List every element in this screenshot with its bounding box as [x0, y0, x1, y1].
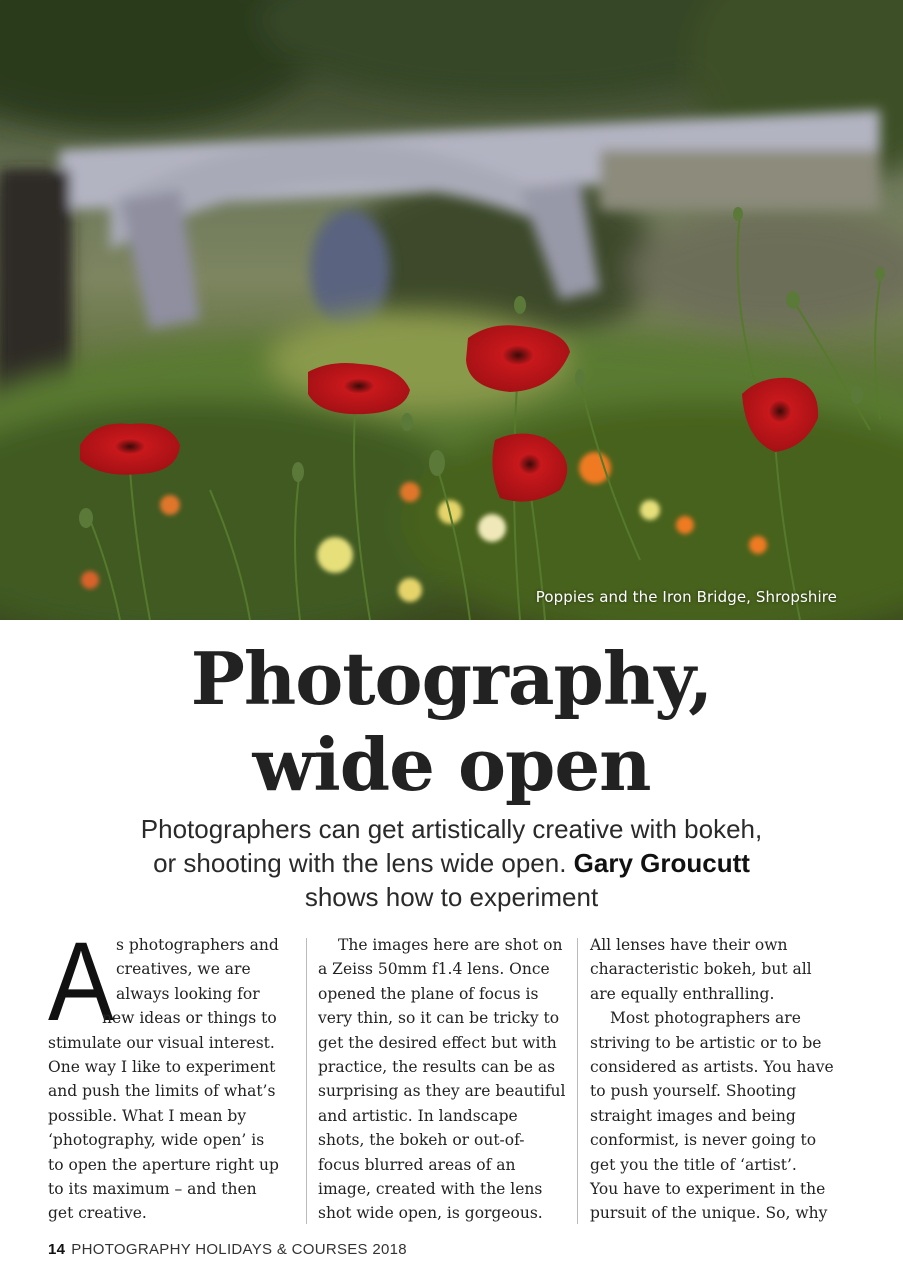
body-line: All lenses have their own	[590, 936, 788, 954]
standfirst-line-2-text: or shooting with the lens wide open.	[153, 848, 567, 878]
body-line: image, created with the lens	[318, 1180, 543, 1199]
body-line: to open the aperture right up	[48, 1155, 279, 1174]
body-line: to push yourself. Shooting	[590, 1082, 797, 1101]
body-line: and artistic. In landscape	[318, 1106, 518, 1125]
body-line: shot wide open, is gorgeous.	[318, 1204, 543, 1223]
hero-photo	[0, 0, 903, 620]
body-line: creatives, we are	[116, 960, 251, 979]
body-line: a Zeiss 50mm f1.4 lens. Once	[318, 960, 550, 979]
title-line-1: Photography,	[190, 636, 713, 721]
body-line: You have to experiment in the	[590, 1180, 826, 1199]
body-line: considered as artists. You have	[590, 1058, 834, 1077]
body-line: new ideas or things to	[102, 1009, 277, 1028]
body-line: to its maximum – and then	[48, 1180, 257, 1199]
body-line: characteristic bokeh, but all	[590, 960, 812, 979]
body-line: possible. What I mean by	[48, 1106, 247, 1125]
body-line: opened the plane of focus is	[318, 984, 539, 1003]
body-line: stimulate our visual interest.	[48, 1033, 275, 1052]
poppies-bridge-image	[0, 0, 903, 620]
photo-caption: Poppies and the Iron Bridge, Shropshire	[535, 588, 837, 606]
body-line: get you the title of ‘artist’.	[590, 1155, 797, 1174]
standfirst-line-2	[80, 846, 823, 880]
body-line: striving to be artistic or to be	[590, 1033, 822, 1052]
body-line: focus blurred areas of an	[318, 1155, 516, 1174]
drop-cap: A	[48, 919, 114, 1044]
body-line: pursuit of the unique. So, why	[590, 1204, 828, 1223]
standfirst-line-3: shows how to experiment	[304, 882, 599, 912]
body-line: ‘photography, wide open’ is	[48, 1131, 265, 1150]
body-line: The images here are shot on	[338, 936, 563, 954]
publication-name: PHOTOGRAPHY HOLIDAYS & COURSES 2018	[71, 1241, 407, 1258]
body-line: Most photographers are	[610, 1009, 801, 1028]
author-name: Gary Groucutt	[573, 848, 750, 878]
body-line: are equally enthralling.	[590, 984, 775, 1003]
body-line: surprising as they are beautiful	[318, 1082, 566, 1101]
body-line: very thin, so it can be tricky to	[318, 1009, 560, 1028]
body-line: practice, the results can be as	[318, 1058, 556, 1077]
column-divider	[306, 938, 307, 1224]
body-column-1	[48, 919, 298, 1226]
body-line: get the desired effect but with	[318, 1033, 557, 1052]
body-line: shots, the bokeh or out-of-	[318, 1131, 525, 1150]
title-line-2: wide open	[252, 722, 651, 807]
standfirst	[80, 812, 823, 914]
page-number: 14	[48, 1241, 66, 1258]
article-title	[0, 636, 903, 808]
column-divider	[577, 938, 578, 1224]
body-column-3	[590, 933, 840, 1226]
body-line: always looking for	[116, 984, 260, 1003]
body-line: s photographers and	[116, 936, 279, 954]
page-footer	[48, 1241, 407, 1258]
body-column-2	[318, 933, 568, 1226]
body-line: and push the limits of what’s	[48, 1082, 276, 1101]
body-line: get creative.	[48, 1204, 147, 1223]
body-line: One way I like to experiment	[48, 1058, 276, 1077]
body-line: straight images and being	[590, 1106, 796, 1125]
body-line: conformist, is never going to	[590, 1131, 817, 1150]
standfirst-line-1: Photographers can get artistically creative with bokeh,	[140, 814, 763, 844]
